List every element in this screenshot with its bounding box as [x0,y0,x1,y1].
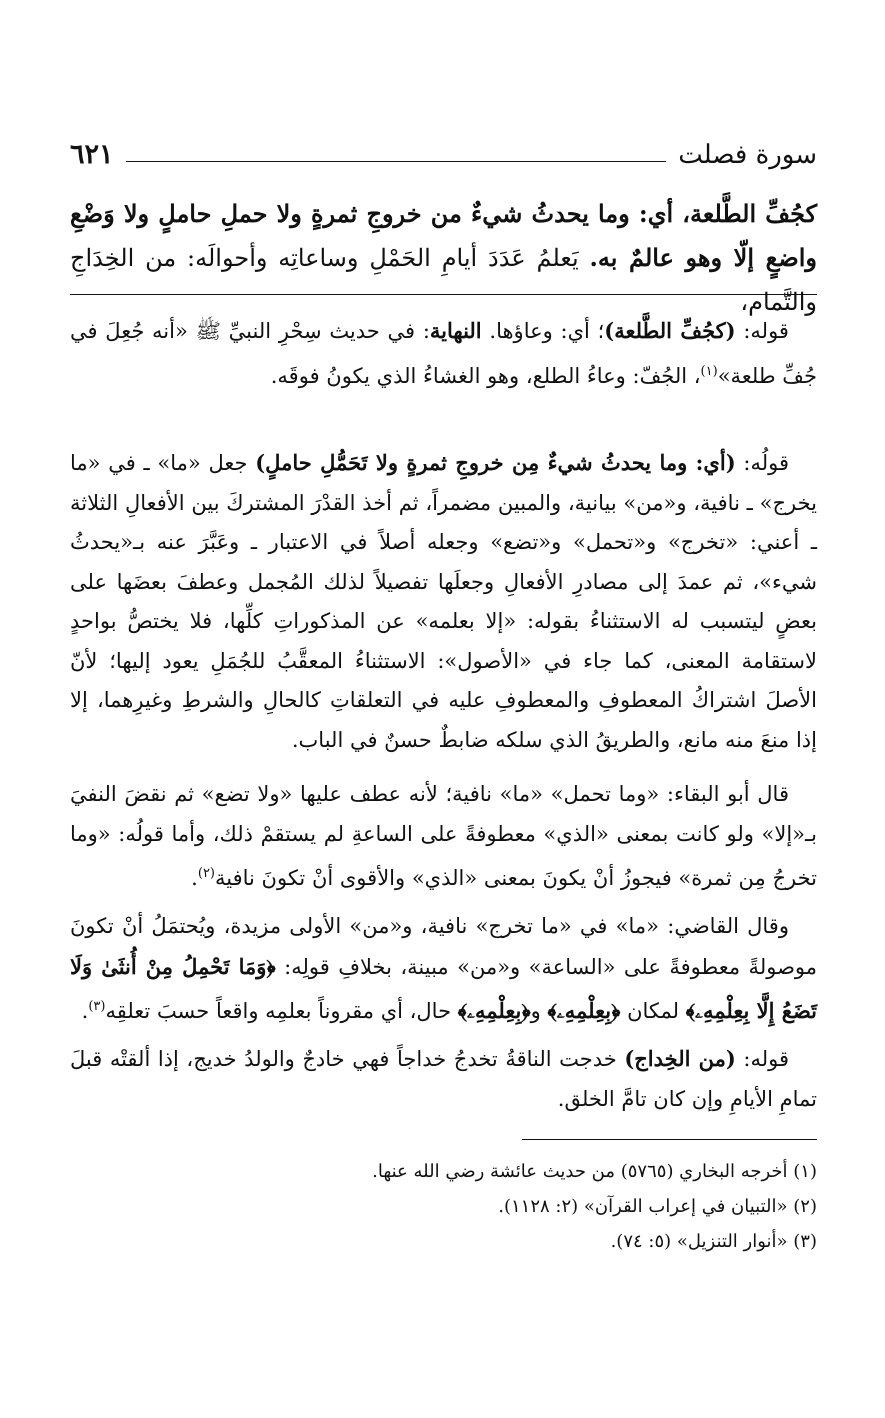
p4-verse: ﴿وَمَا تَحْمِلُ مِنْ أُنثَىٰ وَلَا تَضَعُ إِلَّا بِعِلْمِهِۦ﴾ [70,953,817,1023]
page-number: ٦٢١ [70,139,114,170]
p2-text-a: قولُه: [735,451,789,475]
footnote-1: (١) أخرجه البخاري (٥٧٦٥) من حديث عائشة رضي الله عنها. [372,1161,817,1182]
p4-text-h: . [81,999,89,1023]
p4-text-g: حال، أي مقروناً بعلمِه واقعاً حسبَ تعلقِه [105,999,458,1023]
p4-text-e: و [530,999,548,1023]
running-header [70,130,817,170]
main-text-rest: يَعلمُ عَدَدَ أيامِ الحَمْلِ وساعاتِه وأحوالَه: من الخِدَاجِ والتَّمام، [70,244,817,316]
footnote-rule [522,1139,817,1140]
commentary-paragraph-4 [70,907,817,1027]
footnotes [70,1154,817,1259]
footnote-ref-2: (٢) [197,866,215,881]
p5-text-c: خدجت الناقةُ تخدجُ خداجاً فهي خادجٌ والولدُ خديج، إذا ألقتْه قبلَ تمامِ الأيامِ وإن كان تامَّ الخلق. [70,1047,817,1111]
p1-quote: (كجُفِّ الطَّلعة) [604,318,736,343]
p1-text-a: قوله: [735,319,789,343]
book-page [70,130,817,1259]
p5-quote: (من الخِداج) [624,1046,736,1071]
p2-text-c: جعل «ما» ـ في «ما يخرج» ـ نافية، و«من» بيانية، والمبين مضمراً، ثم أخذ القدْرَ المشتركَ بين الأفعالِ الثلاثة ـ أعني: «تخرج» و«تحمل» و«تضع» وجعله أصلاً في الاعتبار ـ وعَبَّرَ عنه بـ«يحدثُ شيء»، ثم عمدَ إلى مصادرِ الأفعالِ وجعلَها تفصيلاً لذلك المُجمل وعطفَ بعضَها على بعضٍ ليتسبب له الاستثناءُ بقوله: «إلا بعلمه» عن المذكوراتِ كلِّها، فلا يختصُّ بواحدٍ لاستقامة المعنى، كما جاء في «الأصول»: الاستثناءُ المعقَّبُ للجُمَلِ يعود إليها؛ لأنّ الأصلَ اشتراكُ المعطوفِ والمعطوفِ عليه في التعلقاتِ كالحالِ والشرطِ وغيرِهما، إلا إذا منعَ منه مانع، والطريقُ الذي سلكه ضابطٌ حسنٌ في الباب. [70,451,817,752]
p3-text-a: قال أبو البقاء: «وما تحمل» «ما» نافية؛ لأنه عطف عليها «ولا تضع» ثم نقضَ النفيَ بـ«إلا» ولو كانت بمعنى «الذي» معطوفةً على الساعةِ لم يستقمْ ذلك، وأما قولُه: «وما تخرجُ مِن ثمرة» فيجوزُ أنْ يكونَ بمعنى «الذي» والأقوى أنْ تكونَ نافية [70,782,817,890]
commentary-paragraph-3 [70,775,817,895]
commentary [70,311,817,1119]
commentary-paragraph-2 [70,443,817,763]
p4-text-a: وقال القاضي: «ما» في «ما تخرج» نافية، و«من» الأولى مزيدة، ويُحتمَلُ أنْ تكونَ موصولةً معطوفةً على «الساعة» و«من» مبينة، بخلافِ قولِه: [70,914,817,979]
footnote-2: (٢) «التبيان في إعراب القرآن» (٢: ١١٢٨). [498,1196,817,1217]
footnote-3: (٣) «أنوار التنزيل» (٥: ٧٤). [610,1231,817,1252]
p1-text-c: ؛ أي: وعاؤها. [481,319,605,343]
main-text-bold: كجُفِّ الطَّلعة، أي: وما يحدثُ شيءٌ من خروجِ ثمرةٍ ولا حملِ حاملٍ ولا وَضْعِ واضعٍ إلّا وهو عالمٌ به. [70,199,818,272]
header-rule [126,161,667,162]
p5-text-a: قوله: [735,1047,790,1071]
p1-source: النهاية [429,318,482,343]
surah-title: سورة فصلت [678,140,817,170]
p2-quote: (أي: وما يحدثُ شيءٌ مِن خروجِ ثمرةٍ ولا تَحَمُّلِ حاملٍ) [255,450,736,475]
p1-text-f: ، الجُفّ: وعاءُ الطلع، وهو الغشاءُ الذي يكونُ فوقَه. [270,363,701,388]
text-divider [70,294,817,295]
p4-text-c: لمكان [620,999,686,1023]
footnote-ref-1: (١) [700,363,718,379]
footnote-ref-3: (٣) [88,999,106,1014]
commentary-paragraph-5 [70,1039,817,1119]
p3-text-b: . [191,866,198,890]
p1-text-e: : في حديث سِحْرِ النبيِّ ﷺ «أنه جُعِلَ في جُفِّ طلعة» [70,319,817,388]
p4-verse-3: ﴿بِعِلْمِهِۦ﴾ [457,998,531,1023]
p4-verse-2: ﴿بِعِلْمِهِۦ﴾ [547,998,621,1023]
commentary-paragraph-1 [70,311,817,431]
main-text [70,192,818,316]
